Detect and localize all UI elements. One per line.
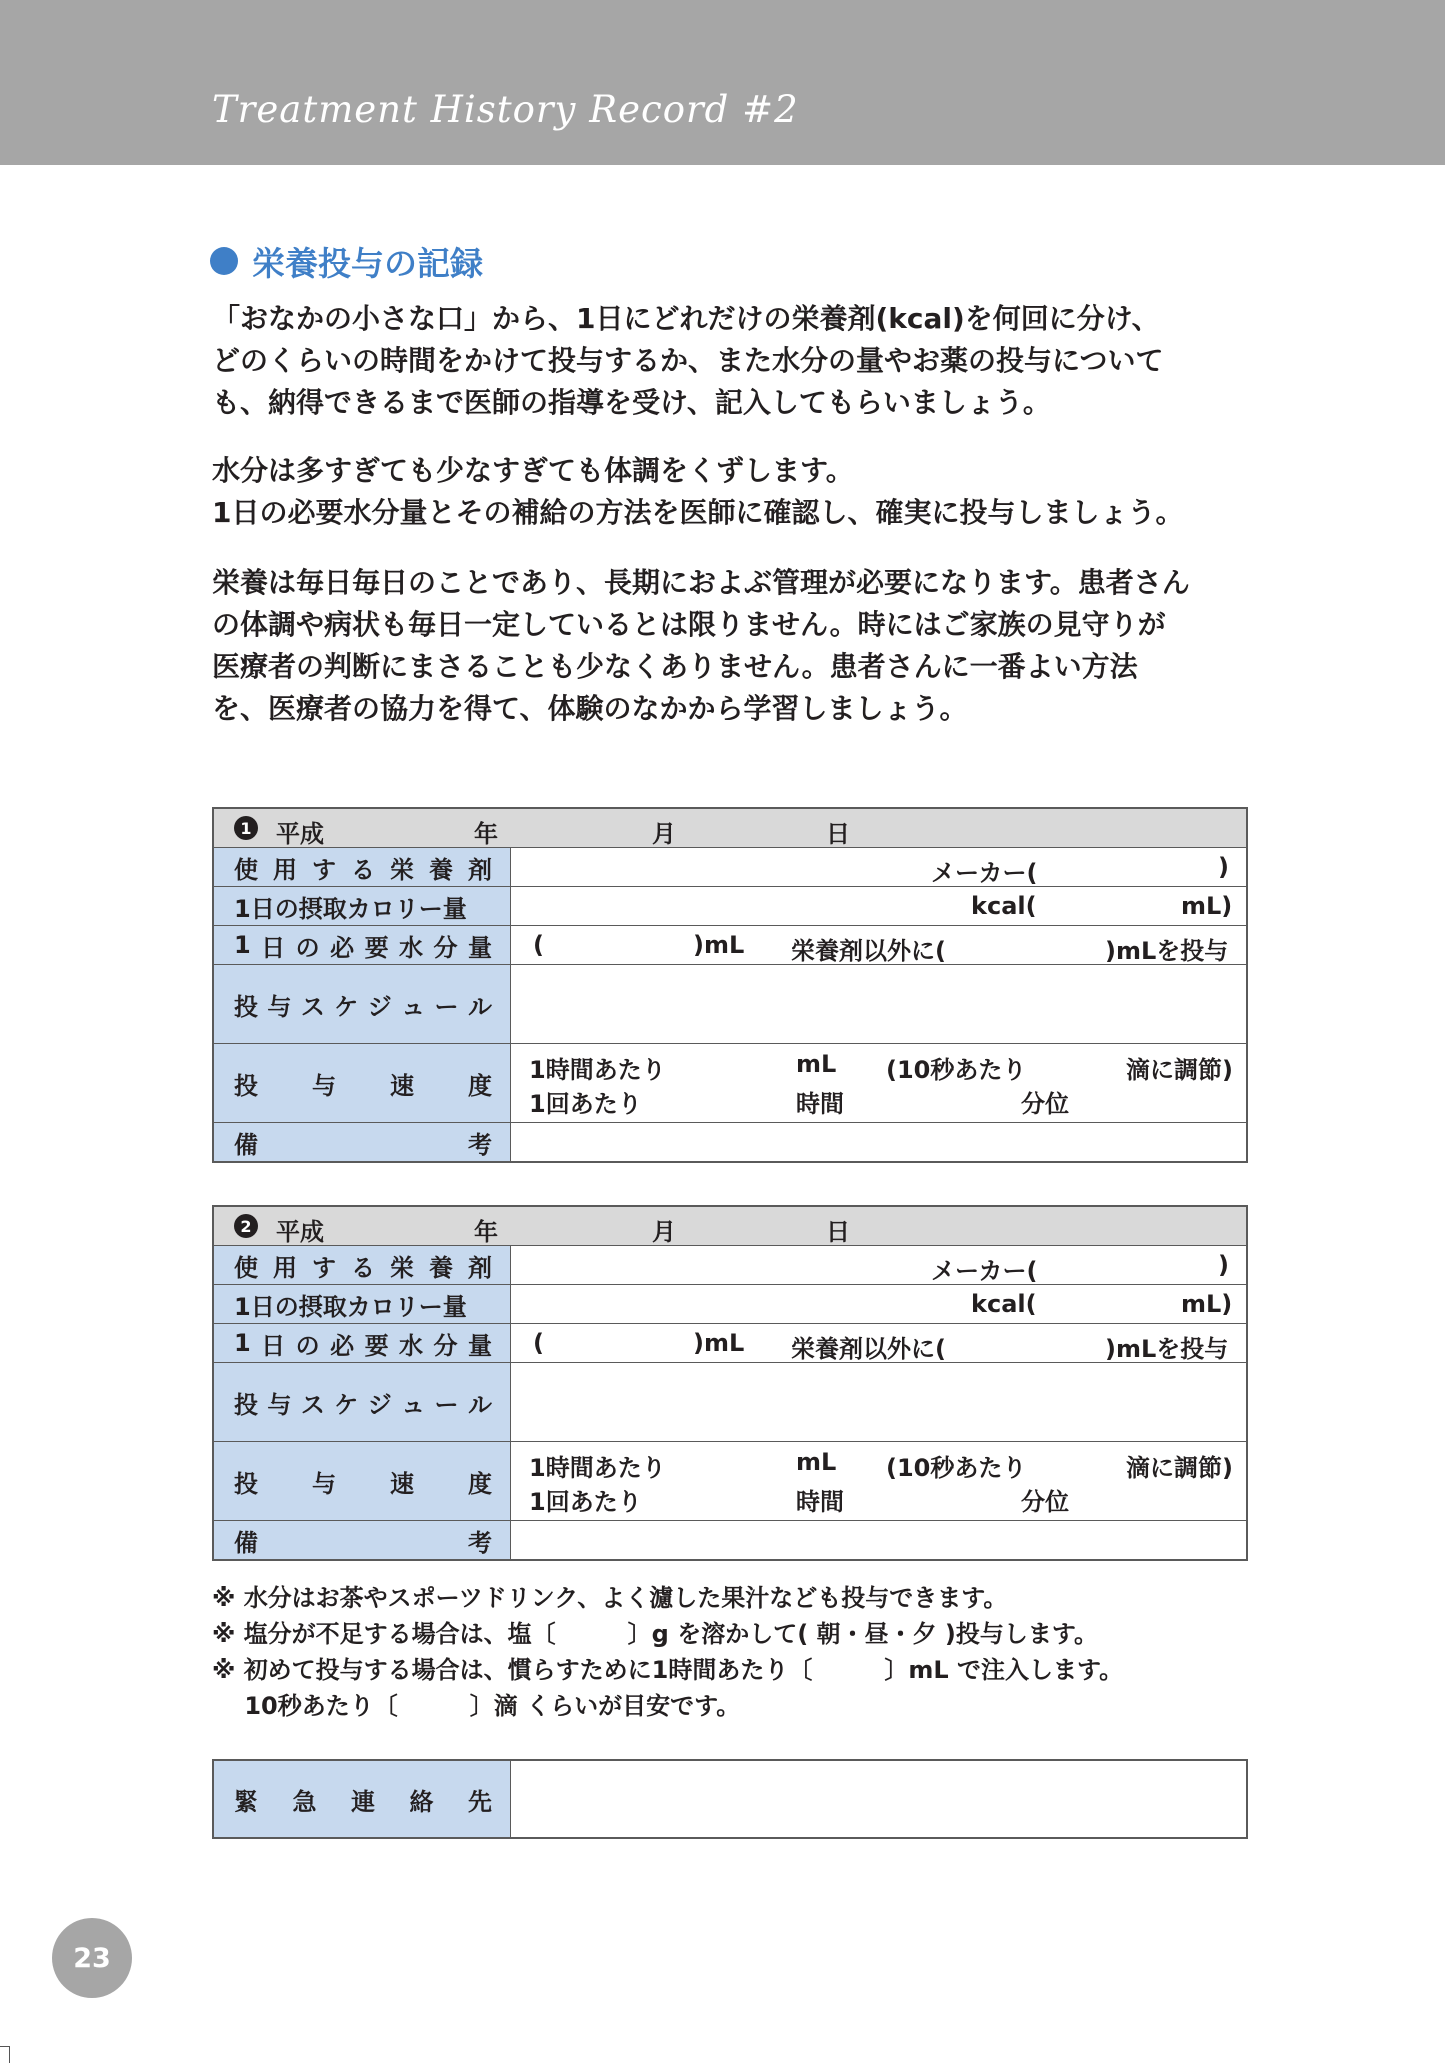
speed-row — [214, 1441, 1246, 1520]
paragraph-line: 栄養は毎日毎日のことであり、長期におよぶ管理が必要になります。患者さん — [212, 566, 1190, 599]
schedule-field[interactable] — [511, 965, 1246, 1043]
schedule-row — [214, 1362, 1246, 1441]
maker-label: メーカー( — [931, 859, 1038, 887]
speed-row — [214, 1043, 1246, 1122]
paragraph-line: も、納得できるまで医師の指導を受け、記入してもらいましょう。 — [212, 386, 1051, 419]
water-tail: )mLを投与 — [1105, 937, 1229, 965]
note-item: ※ 初めて投与する場合は、慣らすために1時間あたり〔 〕mL で注入します。 — [212, 1656, 1124, 1684]
record-form-2 — [212, 1205, 1248, 1561]
remarks-row — [214, 1520, 1246, 1559]
calorie-label: 1日の摂取カロリー量 — [214, 1285, 511, 1323]
water-ml: )mL — [693, 931, 745, 959]
record-number: 2 — [234, 1214, 258, 1238]
speed-label: 投 与 速 度 — [214, 1442, 511, 1520]
drops-label: 滴に調節) — [1126, 1454, 1233, 1482]
schedule-label: 投 与 ス ケ ジ ュ ー ル — [214, 965, 511, 1043]
era-label: 平成 — [276, 820, 324, 848]
water-row — [214, 925, 1246, 964]
nutrient-label: 使 用 す る 栄 養 剤 — [214, 1246, 511, 1284]
per-time-label: 1回あたり — [529, 1488, 642, 1516]
schedule-field[interactable] — [511, 1363, 1246, 1441]
crop-mark — [0, 2046, 10, 2063]
water-other: 栄養剤以外に( — [791, 937, 946, 965]
note-item: ※ 塩分が不足する場合は、塩〔 〕g を溶かして( 朝・昼・夕 )投与します。 — [212, 1620, 1098, 1648]
schedule-row — [214, 964, 1246, 1043]
section-title: 栄養投与の記録 — [252, 243, 483, 283]
day-label: 日 — [826, 820, 850, 848]
water-open: ( — [533, 1329, 544, 1357]
per-time-label: 1回あたり — [529, 1090, 642, 1118]
calorie-field[interactable] — [511, 1285, 1246, 1323]
section-heading — [210, 238, 483, 284]
note-item: ※ 水分はお茶やスポーツドリンク、よく濾した果汁なども投与できます。 — [212, 1584, 1008, 1612]
page-number: 23 — [52, 1918, 132, 1998]
day-label: 日 — [826, 1218, 850, 1246]
paragraph-line: 水分は多すぎても少なすぎても体調をくずします。 — [212, 454, 854, 487]
era-label: 平成 — [276, 1218, 324, 1246]
nutrient-row — [214, 847, 1246, 886]
intro-paragraph — [212, 298, 1252, 424]
per10-label: (10秒あたり — [886, 1454, 1027, 1482]
remarks-label: 備 考 — [214, 1521, 511, 1559]
header-title: Treatment History Record #2 — [212, 88, 799, 131]
minutes-label: 分位 — [1021, 1090, 1069, 1118]
calorie-row — [214, 1284, 1246, 1323]
speed-label: 投 与 速 度 — [214, 1044, 511, 1122]
header-band — [0, 0, 1445, 165]
water-field[interactable] — [511, 1324, 1246, 1362]
nutrition-paragraph — [212, 562, 1252, 730]
date-row[interactable] — [214, 809, 1246, 847]
emergency-field[interactable] — [511, 1761, 1246, 1837]
water-ml: )mL — [693, 1329, 745, 1357]
water-tail: )mLを投与 — [1105, 1335, 1229, 1363]
maker-close: ) — [1218, 1251, 1229, 1279]
emergency-contact-box — [212, 1759, 1248, 1839]
maker-label: メーカー( — [931, 1257, 1038, 1285]
remarks-row — [214, 1122, 1246, 1161]
ml-label: mL) — [1181, 892, 1233, 920]
calorie-label: 1日の摂取カロリー量 — [214, 887, 511, 925]
speed-field[interactable] — [511, 1044, 1246, 1122]
water-open: ( — [533, 931, 544, 959]
hours-label: 時間 — [796, 1090, 844, 1118]
drops-label: 滴に調節) — [1126, 1056, 1233, 1084]
water-other: 栄養剤以外に( — [791, 1335, 946, 1363]
paragraph-line: 医療者の判断にまさることも少なくありません。患者さんに一番よい方法 — [212, 650, 1138, 683]
kcal-label: kcal( — [971, 892, 1037, 920]
year-label: 年 — [474, 820, 498, 848]
record-number: 1 — [234, 816, 258, 840]
water-row — [214, 1323, 1246, 1362]
paragraph-line: を、医療者の協力を得て、体験のなかから学習しましょう。 — [212, 692, 968, 725]
month-label: 月 — [652, 820, 676, 848]
calorie-row — [214, 886, 1246, 925]
nutrient-label: 使 用 す る 栄 養 剤 — [214, 848, 511, 886]
schedule-label: 投 与 ス ケ ジ ュ ー ル — [214, 1363, 511, 1441]
record-form-1 — [212, 807, 1248, 1163]
speed-ml: mL — [796, 1448, 837, 1476]
paragraph-line: 1日の必要水分量とその補給の方法を医師に確認し、確実に投与しましょう。 — [212, 496, 1184, 529]
emergency-label: 緊 急 連 絡 先 — [214, 1761, 511, 1837]
water-paragraph — [212, 450, 1252, 534]
speed-ml: mL — [796, 1050, 837, 1078]
nutrient-field[interactable] — [511, 848, 1246, 886]
nutrient-row — [214, 1245, 1246, 1284]
water-label: 1 日 の 必 要 水 分 量 — [214, 1324, 511, 1362]
bullet-dot-icon — [210, 247, 238, 275]
calorie-field[interactable] — [511, 887, 1246, 925]
paragraph-line: の体調や病状も毎日一定しているとは限りません。時にはご家族の見守りが — [212, 608, 1166, 641]
ml-label: mL) — [1181, 1290, 1233, 1318]
paragraph-line: どのくらいの時間をかけて投与するか、また水分の量やお薬の投与について — [212, 344, 1164, 377]
minutes-label: 分位 — [1021, 1488, 1069, 1516]
hours-label: 時間 — [796, 1488, 844, 1516]
notes-list — [212, 1580, 1123, 1724]
remarks-field[interactable] — [511, 1521, 1246, 1559]
date-row[interactable] — [214, 1207, 1246, 1245]
water-label: 1 日 の 必 要 水 分 量 — [214, 926, 511, 964]
kcal-label: kcal( — [971, 1290, 1037, 1318]
month-label: 月 — [652, 1218, 676, 1246]
nutrient-field[interactable] — [511, 1246, 1246, 1284]
remarks-field[interactable] — [511, 1123, 1246, 1161]
per10-label: (10秒あたり — [886, 1056, 1027, 1084]
note-item: 10秒あたり〔 〕滴 くらいが目安です。 — [212, 1692, 741, 1720]
per-hour-label: 1時間あたり — [529, 1454, 666, 1482]
speed-field[interactable] — [511, 1442, 1246, 1520]
maker-close: ) — [1218, 853, 1229, 881]
remarks-label: 備 考 — [214, 1123, 511, 1161]
water-field[interactable] — [511, 926, 1246, 964]
year-label: 年 — [474, 1218, 498, 1246]
per-hour-label: 1時間あたり — [529, 1056, 666, 1084]
paragraph-line: 「おなかの小さな口」から、1日にどれだけの栄養剤(kcal)を何回に分け、 — [212, 302, 1160, 335]
